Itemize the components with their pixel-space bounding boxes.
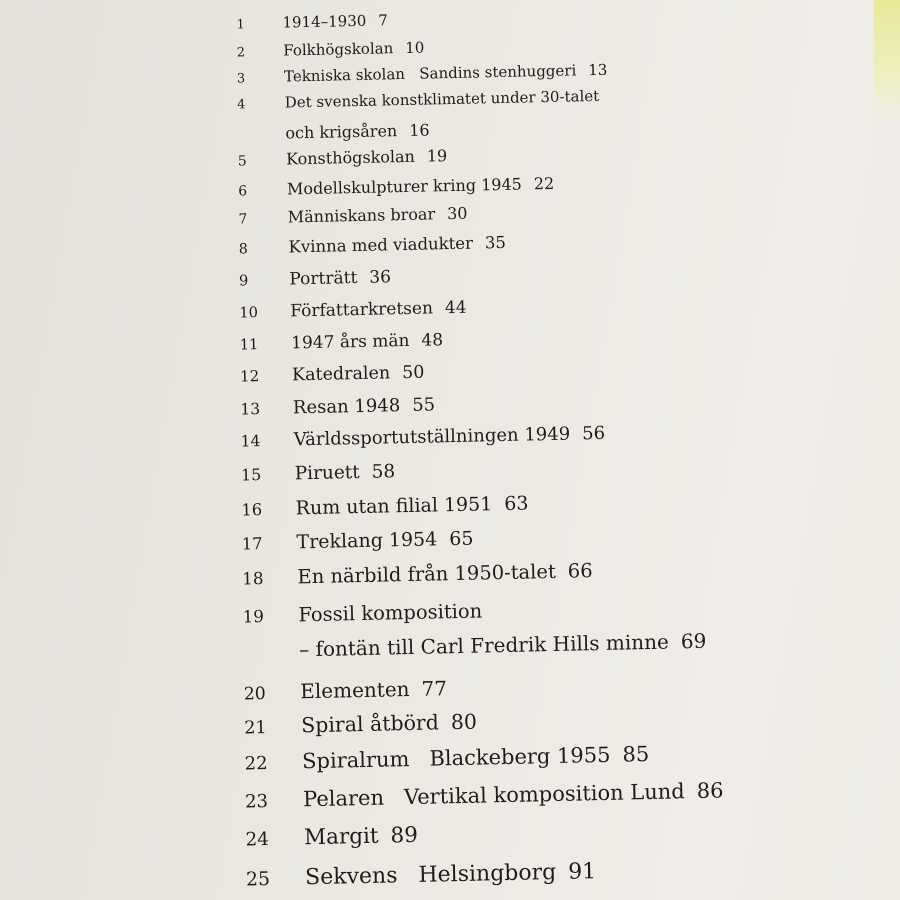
toc-entry-title: Pelaren Vertikal komposition Lund (302, 779, 685, 812)
toc-entry-page: 44 (444, 297, 467, 319)
toc-entry-title: Margit (303, 823, 379, 851)
toc-entry-page: 89 (390, 822, 419, 849)
toc-entry-page: 91 (567, 859, 597, 885)
toc-entry-page: 56 (581, 422, 606, 445)
toc-entry-page: 65 (449, 527, 474, 551)
toc-entry-page: 58 (371, 461, 396, 483)
toc-entry-page: 69 (680, 628, 707, 654)
toc-entry (244, 676, 448, 704)
toc-entry-page: 48 (421, 330, 444, 351)
toc-entry-number: 16 (241, 500, 263, 520)
toc-entry-continuation (285, 120, 430, 142)
toc-entry-number: 9 (238, 272, 249, 290)
toc-entry-title: Konsthögskolan (285, 146, 416, 169)
toc-entry-number: 22 (244, 753, 268, 775)
toc-entry-page: 66 (567, 559, 593, 583)
toc-entry (244, 742, 649, 774)
toc-entry-number: 14 (240, 432, 261, 451)
toc-entry-title: Sekvens Helsingborg (304, 859, 557, 891)
toc-entry-number: 18 (241, 568, 264, 589)
toc-entry (239, 233, 507, 258)
toc-entry-number: 1 (236, 17, 245, 33)
toc-entry-title: Spiral åtbörd (300, 710, 440, 738)
toc-entry-number: 17 (241, 534, 263, 554)
toc-entry-number: 5 (237, 153, 247, 170)
toc-entry-page: 19 (426, 146, 448, 166)
toc-entry-page: 63 (504, 492, 529, 515)
toc-entry-page: 77 (421, 676, 448, 701)
toc-entry-title: 1914–1930 (282, 11, 367, 32)
toc-entry-page: 22 (533, 173, 555, 194)
toc-entry-number: 3 (236, 71, 246, 87)
toc-entry (240, 330, 444, 354)
toc-entry-page: 86 (696, 778, 724, 804)
toc-entry (241, 461, 396, 485)
toc-entry-title: Piruett (294, 462, 360, 485)
toc-entry-number: 10 (239, 304, 259, 322)
toc-entry-number: 15 (240, 465, 262, 485)
toc-entry-title: En närbild från 1950-talet (297, 559, 557, 589)
toc-entry-title: Världssportutställningen 1949 (293, 423, 571, 451)
toc-entry (245, 823, 418, 852)
toc-entry-number: 8 (238, 241, 248, 258)
toc-entry-number: 20 (243, 684, 266, 705)
toc-entry (238, 146, 448, 169)
toc-entry-title: Rum utan filial 1951 (295, 493, 493, 520)
toc-entry (240, 423, 605, 452)
toc-entry-page: 10 (405, 38, 425, 57)
toc-entry (242, 528, 474, 555)
toc-entry-title: Det svenska konstklimatet under 30-talet (284, 86, 600, 112)
toc-entry-title: Författarkretsen (290, 298, 434, 322)
toc-entry-number: 6 (238, 183, 248, 200)
toc-entry (237, 87, 599, 113)
toc-entry-title: Porträtt (289, 268, 358, 290)
toc-entry-title: Folkhögskolan (283, 39, 394, 60)
toc-entry (236, 11, 388, 32)
toc-entry-continuation (299, 629, 707, 662)
toc-entry-title: 1947 års män (290, 330, 410, 354)
toc-entry-number: 2 (236, 45, 246, 61)
toc-entry-number: 19 (242, 606, 265, 627)
toc-entry (242, 599, 482, 627)
toc-entry-number: 12 (239, 367, 260, 386)
toc-entry-page: 50 (401, 362, 425, 384)
toc-entry-number: 7 (238, 211, 248, 228)
toc-entry-title: Katedralen (291, 363, 391, 386)
toc-entry-title: Människans broar (287, 204, 436, 227)
toc-entry (238, 174, 554, 200)
toc-entry (237, 39, 425, 61)
toc-entry (238, 204, 467, 228)
toc-entry-title: Spiralrum Blackeberg 1955 (301, 742, 611, 774)
toc-entry (237, 61, 608, 87)
toc-entry (239, 298, 467, 323)
toc-entry-continuation-text: – fontän till Carl Fredrik Hills minne (298, 629, 670, 662)
toc-entry-page: 55 (411, 394, 436, 416)
toc-entry (241, 492, 529, 520)
toc-entry (240, 363, 425, 387)
toc-entry-title: Fossil komposition (298, 599, 483, 627)
toc-entry-page: 13 (588, 60, 608, 80)
toc-entry (246, 859, 597, 891)
toc-entry-page: 16 (409, 120, 430, 140)
toc-entry (240, 394, 435, 419)
toc-entry-number: 21 (244, 718, 267, 739)
toc-entry (244, 710, 477, 739)
toc-entry-continuation-text: och krigsåren (285, 121, 398, 143)
toc-entry-number: 23 (244, 791, 269, 813)
toc-entry-title: Elementen (300, 677, 410, 704)
toc-entry-number: 11 (239, 336, 259, 354)
toc-entry-page: 7 (378, 11, 389, 30)
toc-entry-page: 80 (450, 709, 478, 735)
toc-entry-title: Tekniska skolan Sandins stenhuggeri (283, 61, 577, 86)
toc-entry-number: 25 (245, 867, 271, 891)
toc-entry (242, 559, 593, 589)
toc-entry-title: Modellskulpturer kring 1945 (286, 174, 523, 199)
toc-entry (239, 267, 391, 290)
toc-entry-title: Treklang 1954 (296, 528, 438, 554)
toc-entry-page: 35 (484, 232, 507, 253)
toc-entry-page: 30 (446, 203, 468, 224)
toc-entry (245, 778, 724, 812)
toc-entry-page: 85 (622, 742, 650, 767)
toc-entry-number: 13 (240, 400, 261, 419)
toc-entry-number: 4 (236, 97, 246, 113)
toc-entry-title: Kvinna med viadukter (288, 233, 474, 257)
toc-entry-page: 36 (369, 267, 392, 288)
toc-entry-title: Resan 1948 (292, 395, 401, 419)
toc-entry-number: 24 (245, 828, 270, 851)
